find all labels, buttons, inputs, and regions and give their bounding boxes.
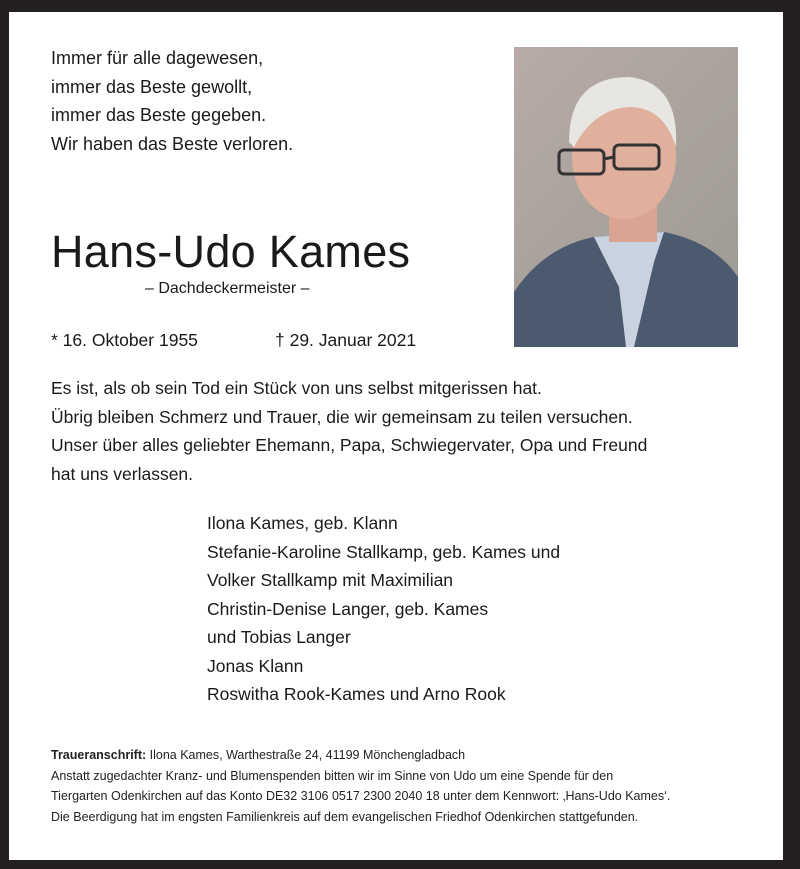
footer-notes xyxy=(51,745,670,827)
mourner: Roswitha Rook-Kames und Arno Rook xyxy=(207,684,506,704)
deceased-name: Hans-Udo Kames xyxy=(51,226,411,277)
footer-line: Die Beerdigung hat im engsten Familienkreis auf dem evangelischen Friedhof Odenkirchen stattgefunden. xyxy=(51,809,639,824)
obituary-card xyxy=(9,12,783,860)
footer-line: Anstatt zugedachter Kranz- und Blumenspenden bitten wir im Sinne von Udo um eine Spende für den xyxy=(51,768,614,783)
birth-date: * 16. Oktober 1955 xyxy=(51,330,198,350)
profession: – Dachdeckermeister – xyxy=(145,280,310,297)
poem xyxy=(51,44,293,158)
mourning-address xyxy=(51,745,670,766)
intro-line: hat uns verlassen. xyxy=(51,463,194,484)
portrait-illustration xyxy=(514,47,738,347)
address-label: Traueranschrift: xyxy=(51,748,147,762)
address-value: Ilona Kames, Warthestraße 24, 41199 Mönchengladbach xyxy=(146,748,466,762)
mourner: Volker Stallkamp mit Maximilian xyxy=(207,570,454,590)
death-date: † 29. Januar 2021 xyxy=(275,330,417,350)
mourner: und Tobias Langer xyxy=(207,627,351,647)
portrait-photo xyxy=(514,47,738,347)
poem-line: immer das Beste gegeben. xyxy=(51,105,267,125)
mourners-list xyxy=(207,509,560,709)
poem-line: Wir haben das Beste verloren. xyxy=(51,133,294,154)
mourner: Jonas Klann xyxy=(207,655,304,676)
mourner: Christin-Denise Langer, geb. Kames xyxy=(207,598,489,619)
intro-line: Es ist, als ob sein Tod ein Stück von uns selbst mitgerissen hat. xyxy=(51,378,542,398)
poem-line: Immer für alle dagewesen, xyxy=(51,48,264,68)
footer-line: Tiergarten Odenkirchen auf das Konto DE32 3106 0517 2300 2040 18 unter dem Kennwort: ‚Hans-Udo Kames‘. xyxy=(51,789,671,803)
intro-line: Übrig bleiben Schmerz und Trauer, die wir gemeinsam zu teilen versuchen. xyxy=(51,406,633,427)
mourner: Ilona Kames, geb. Klann xyxy=(207,513,398,533)
intro-line: Unser über alles geliebter Ehemann, Papa, Schwiegervater, Opa und Freund xyxy=(51,435,648,455)
mourner: Stefanie-Karoline Stallkamp, geb. Kames und xyxy=(207,541,561,562)
poem-line: immer das Beste gewollt, xyxy=(51,76,253,97)
intro-text xyxy=(51,374,647,488)
